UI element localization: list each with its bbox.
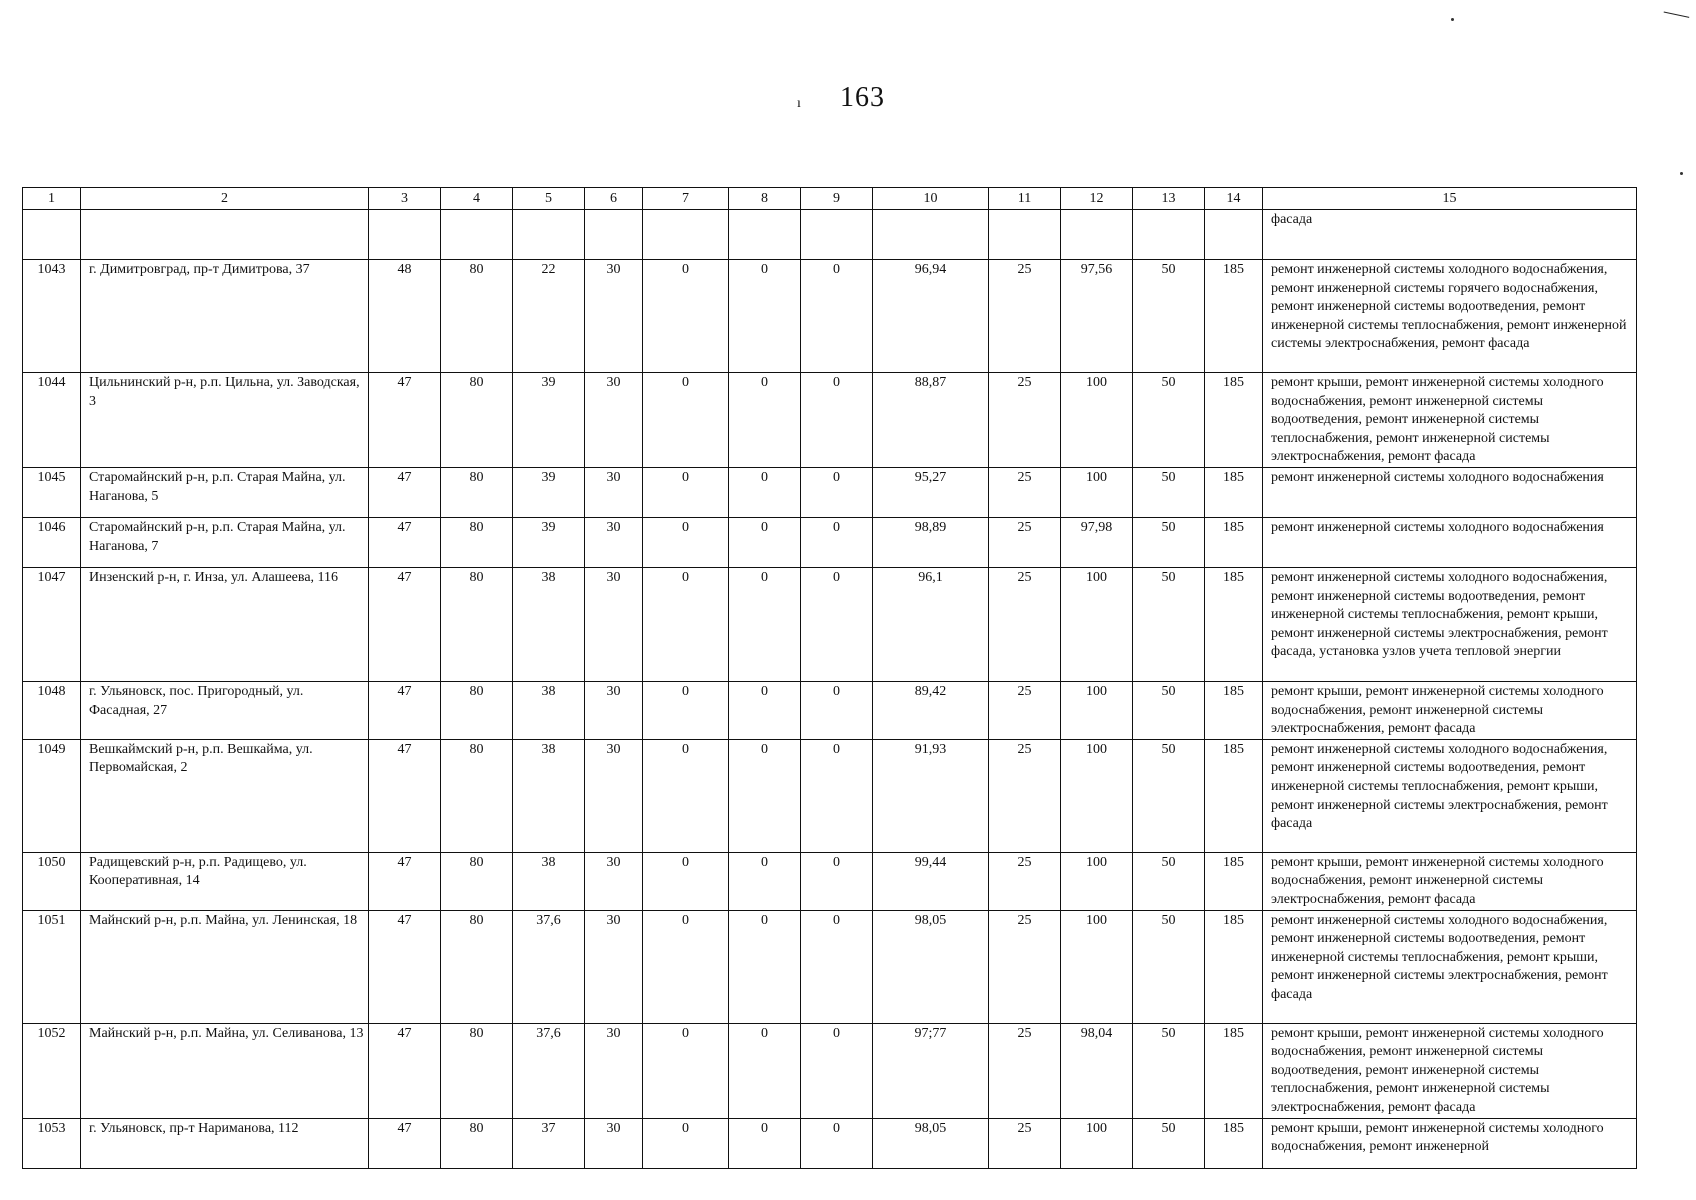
- address: г. Ульяновск, пр-т Нариманова, 112: [81, 1118, 369, 1168]
- col-4-value: 80: [441, 567, 513, 681]
- col-13-value: 50: [1133, 739, 1205, 852]
- scan-speck: [1451, 18, 1454, 21]
- col-5-value: 38: [513, 739, 585, 852]
- col-5-value: 22: [513, 260, 585, 373]
- col-14-value: 185: [1205, 260, 1263, 373]
- address: Вешкаймский р-н, р.п. Вешкайма, ул. Первомайская, 2: [81, 739, 369, 852]
- col-10-value: 98,05: [873, 1118, 989, 1168]
- col-9-value: 0: [801, 910, 873, 1023]
- row-number: 1051: [23, 910, 81, 1023]
- col-14-value: 185: [1205, 739, 1263, 852]
- col-10-value: 96,1: [873, 567, 989, 681]
- col-7-value: 0: [643, 739, 729, 852]
- work-description: ремонт крыши, ремонт инженерной системы холодного водоснабжения, ремонт инженерной системы водоотведения, ремонт инженерной системы теплоснабжения, ремонт инженерной системы электроснабжения, ремонт фасада: [1263, 373, 1637, 468]
- row-number: 1049: [23, 739, 81, 852]
- col-13-value: 50: [1133, 467, 1205, 517]
- col-10-value: 89,42: [873, 681, 989, 739]
- col-9-value: 0: [801, 567, 873, 681]
- work-description: ремонт инженерной системы холодного водоснабжения, ремонт инженерной системы водоотведения, ремонт инженерной системы теплоснабжения, ремонт крыши, ремонт инженерной системы электроснабжения, ремонт фасада, установка узлов учета тепловой энергии: [1263, 567, 1637, 681]
- col-5-value: 37: [513, 1118, 585, 1168]
- table-row: [23, 739, 1637, 852]
- col-9-value: 0: [801, 681, 873, 739]
- col-10-value: 98,05: [873, 910, 989, 1023]
- col-3-value: 47: [369, 1023, 441, 1118]
- col-6-value: 30: [585, 1023, 643, 1118]
- col-5-value: 38: [513, 852, 585, 910]
- col-12-value: 97,98: [1061, 517, 1133, 567]
- col-11-value: 25: [989, 260, 1061, 373]
- col-6-value: 30: [585, 739, 643, 852]
- row-number: 1045: [23, 467, 81, 517]
- col-3-value: 47: [369, 467, 441, 517]
- col-9-value: 0: [801, 517, 873, 567]
- work-description: ремонт инженерной системы холодного водоснабжения, ремонт инженерной системы горячего водоснабжения, ремонт инженерной системы водоотведения, ремонт инженерной системы теплоснабжения, ремонт инженерной системы электроснабжения, ремонт фасада: [1263, 260, 1637, 373]
- col-13-value: 50: [1133, 1118, 1205, 1168]
- col-13-value: 50: [1133, 567, 1205, 681]
- row-number: 1050: [23, 852, 81, 910]
- col-12-value: 98,04: [1061, 1023, 1133, 1118]
- col-14-value: 185: [1205, 910, 1263, 1023]
- column-number: 2: [81, 188, 369, 210]
- row-number: 1044: [23, 373, 81, 468]
- col-14-value: 185: [1205, 1118, 1263, 1168]
- col-11-value: 25: [989, 517, 1061, 567]
- col-14-value: 185: [1205, 373, 1263, 468]
- col-7-value: 0: [643, 467, 729, 517]
- row-number: 1043: [23, 260, 81, 373]
- corner-scan-mark: [1661, 11, 1690, 31]
- col-7-value: 0: [643, 517, 729, 567]
- col-12-value: 100: [1061, 567, 1133, 681]
- col-8-value: 0: [729, 260, 801, 373]
- continuation-row: [23, 210, 1637, 260]
- col-9-value: 0: [801, 373, 873, 468]
- col-9-value: 0: [801, 739, 873, 852]
- col-9-value: 0: [801, 260, 873, 373]
- col-11-value: 25: [989, 681, 1061, 739]
- col-11-value: 25: [989, 1023, 1061, 1118]
- column-number: 3: [369, 188, 441, 210]
- work-description: ремонт крыши, ремонт инженерной системы холодного водоснабжения, ремонт инженерной: [1263, 1118, 1637, 1168]
- col-7-value: 0: [643, 567, 729, 681]
- table-row: [23, 1118, 1637, 1168]
- col-4-value: 80: [441, 467, 513, 517]
- col-12-value: 100: [1061, 910, 1133, 1023]
- col-11-value: 25: [989, 467, 1061, 517]
- col-14-value: 185: [1205, 467, 1263, 517]
- col-13-value: 50: [1133, 910, 1205, 1023]
- col-9-value: 0: [801, 1118, 873, 1168]
- col-8-value: 0: [729, 852, 801, 910]
- col-4-value: 80: [441, 739, 513, 852]
- col-7-value: 0: [643, 373, 729, 468]
- col-5-value: 37,6: [513, 1023, 585, 1118]
- col-14-value: 185: [1205, 681, 1263, 739]
- column-number: 12: [1061, 188, 1133, 210]
- col-4-value: 80: [441, 373, 513, 468]
- col-6-value: 30: [585, 1118, 643, 1168]
- column-number: 8: [729, 188, 801, 210]
- col-5-value: 39: [513, 517, 585, 567]
- work-description: ремонт крыши, ремонт инженерной системы холодного водоснабжения, ремонт инженерной системы электроснабжения, ремонт фасада: [1263, 681, 1637, 739]
- col-8-value: 0: [729, 1118, 801, 1168]
- table-row: [23, 517, 1637, 567]
- col-10-value: 95,27: [873, 467, 989, 517]
- address: г. Димитровград, пр-т Димитрова, 37: [81, 260, 369, 373]
- col-10-value: 98,89: [873, 517, 989, 567]
- col-3-value: 48: [369, 260, 441, 373]
- col-6-value: 30: [585, 910, 643, 1023]
- table-row: [23, 467, 1637, 517]
- col-14-value: 185: [1205, 517, 1263, 567]
- col-4-value: 80: [441, 517, 513, 567]
- column-number: 7: [643, 188, 729, 210]
- col-11-value: 25: [989, 373, 1061, 468]
- column-number: 9: [801, 188, 873, 210]
- address: Майнский р-н, р.п. Майна, ул. Ленинская, 18: [81, 910, 369, 1023]
- col-3-value: 47: [369, 517, 441, 567]
- col-13-value: 50: [1133, 1023, 1205, 1118]
- col-4-value: 80: [441, 852, 513, 910]
- col-12-value: 100: [1061, 852, 1133, 910]
- col-12-value: 97,56: [1061, 260, 1133, 373]
- col-8-value: 0: [729, 681, 801, 739]
- page-number: 163: [840, 82, 885, 113]
- column-number: 1: [23, 188, 81, 210]
- row-number: 1053: [23, 1118, 81, 1168]
- col-6-value: 30: [585, 260, 643, 373]
- col-8-value: 0: [729, 739, 801, 852]
- col-3-value: 47: [369, 852, 441, 910]
- column-number: 13: [1133, 188, 1205, 210]
- col-8-value: 0: [729, 567, 801, 681]
- col-7-value: 0: [643, 1118, 729, 1168]
- col-10-value: 97;77: [873, 1023, 989, 1118]
- work-description: ремонт инженерной системы холодного водоснабжения: [1263, 517, 1637, 567]
- work-description: ремонт крыши, ремонт инженерной системы холодного водоснабжения, ремонт инженерной системы водоотведения, ремонт инженерной системы теплоснабжения, ремонт инженерной системы электроснабжения, ремонт фасада: [1263, 1023, 1637, 1118]
- work-description: ремонт инженерной системы холодного водоснабжения: [1263, 467, 1637, 517]
- col-8-value: 0: [729, 910, 801, 1023]
- col-8-value: 0: [729, 467, 801, 517]
- col-3-value: 47: [369, 373, 441, 468]
- col-3-value: 47: [369, 1118, 441, 1168]
- col-13-value: 50: [1133, 681, 1205, 739]
- col-6-value: 30: [585, 373, 643, 468]
- col-6-value: 30: [585, 567, 643, 681]
- column-number: 4: [441, 188, 513, 210]
- col-9-value: 0: [801, 467, 873, 517]
- address: Майнский р-н, р.п. Майна, ул. Селиванова, 13: [81, 1023, 369, 1118]
- col-5-value: 39: [513, 467, 585, 517]
- col-3-value: 47: [369, 739, 441, 852]
- col-8-value: 0: [729, 517, 801, 567]
- col-4-value: 80: [441, 1023, 513, 1118]
- col-7-value: 0: [643, 910, 729, 1023]
- col-7-value: 0: [643, 1023, 729, 1118]
- column-number: 15: [1263, 188, 1637, 210]
- address: Цильнинский р-н, р.п. Цильна, ул. Заводская, 3: [81, 373, 369, 468]
- col-11-value: 25: [989, 567, 1061, 681]
- scan-tick-mark: ı: [797, 96, 801, 111]
- col-8-value: 0: [729, 373, 801, 468]
- col-4-value: 80: [441, 1118, 513, 1168]
- col-11-value: 25: [989, 739, 1061, 852]
- address: Старомайнский р-н, р.п. Старая Майна, ул. Наганова, 7: [81, 517, 369, 567]
- address: Инзенский р-н, г. Инза, ул. Алашеева, 116: [81, 567, 369, 681]
- col-11-value: 25: [989, 852, 1061, 910]
- col-14-value: 185: [1205, 852, 1263, 910]
- table-row: [23, 567, 1637, 681]
- col-6-value: 30: [585, 517, 643, 567]
- col-3-value: 47: [369, 681, 441, 739]
- col-3-value: 47: [369, 910, 441, 1023]
- col-5-value: 39: [513, 373, 585, 468]
- col-8-value: 0: [729, 1023, 801, 1118]
- col-10-value: 99,44: [873, 852, 989, 910]
- column-number: 5: [513, 188, 585, 210]
- table-row: [23, 852, 1637, 910]
- col-11-value: 25: [989, 910, 1061, 1023]
- col-5-value: 37,6: [513, 910, 585, 1023]
- col-14-value: 185: [1205, 1023, 1263, 1118]
- col-11-value: 25: [989, 1118, 1061, 1168]
- col-10-value: 96,94: [873, 260, 989, 373]
- table-row: [23, 681, 1637, 739]
- col-4-value: 80: [441, 681, 513, 739]
- col-6-value: 30: [585, 467, 643, 517]
- work-description: ремонт инженерной системы холодного водоснабжения, ремонт инженерной системы водоотведения, ремонт инженерной системы теплоснабжения, ремонт крыши, ремонт инженерной системы электроснабжения, ремонт фасада: [1263, 739, 1637, 852]
- col-12-value: 100: [1061, 681, 1133, 739]
- work-description: фасада: [1263, 210, 1637, 260]
- work-description: ремонт крыши, ремонт инженерной системы холодного водоснабжения, ремонт инженерной системы электроснабжения, ремонт фасада: [1263, 852, 1637, 910]
- table-row: [23, 1023, 1637, 1118]
- address: Радищевский р-н, р.п. Радищево, ул. Кооперативная, 14: [81, 852, 369, 910]
- column-number-header-row: [23, 188, 1637, 210]
- column-number: 10: [873, 188, 989, 210]
- col-13-value: 50: [1133, 852, 1205, 910]
- col-4-value: 80: [441, 260, 513, 373]
- row-number: 1046: [23, 517, 81, 567]
- col-7-value: 0: [643, 260, 729, 373]
- col-5-value: 38: [513, 681, 585, 739]
- work-description: ремонт инженерной системы холодного водоснабжения, ремонт инженерной системы водоотведения, ремонт инженерной системы теплоснабжения, ремонт крыши, ремонт инженерной системы электроснабжения, ремонт фасада: [1263, 910, 1637, 1023]
- col-6-value: 30: [585, 852, 643, 910]
- col-10-value: 91,93: [873, 739, 989, 852]
- address: Старомайнский р-н, р.п. Старая Майна, ул. Наганова, 5: [81, 467, 369, 517]
- row-number: 1048: [23, 681, 81, 739]
- col-13-value: 50: [1133, 517, 1205, 567]
- scan-speck: [1680, 172, 1683, 175]
- col-12-value: 100: [1061, 373, 1133, 468]
- col-12-value: 100: [1061, 467, 1133, 517]
- col-7-value: 0: [643, 852, 729, 910]
- column-number: 6: [585, 188, 643, 210]
- col-13-value: 50: [1133, 373, 1205, 468]
- row-number: 1052: [23, 1023, 81, 1118]
- col-12-value: 100: [1061, 739, 1133, 852]
- col-13-value: 50: [1133, 260, 1205, 373]
- column-number: 14: [1205, 188, 1263, 210]
- column-number: 11: [989, 188, 1061, 210]
- col-10-value: 88,87: [873, 373, 989, 468]
- table-row: [23, 373, 1637, 468]
- col-6-value: 30: [585, 681, 643, 739]
- col-7-value: 0: [643, 681, 729, 739]
- table-row: [23, 260, 1637, 373]
- row-number: 1047: [23, 567, 81, 681]
- col-9-value: 0: [801, 1023, 873, 1118]
- col-14-value: 185: [1205, 567, 1263, 681]
- col-5-value: 38: [513, 567, 585, 681]
- table-row: [23, 910, 1637, 1023]
- col-9-value: 0: [801, 852, 873, 910]
- col-3-value: 47: [369, 567, 441, 681]
- address: г. Ульяновск, пос. Пригородный, ул. Фасадная, 27: [81, 681, 369, 739]
- col-4-value: 80: [441, 910, 513, 1023]
- col-12-value: 100: [1061, 1118, 1133, 1168]
- data-table: [22, 187, 1637, 1169]
